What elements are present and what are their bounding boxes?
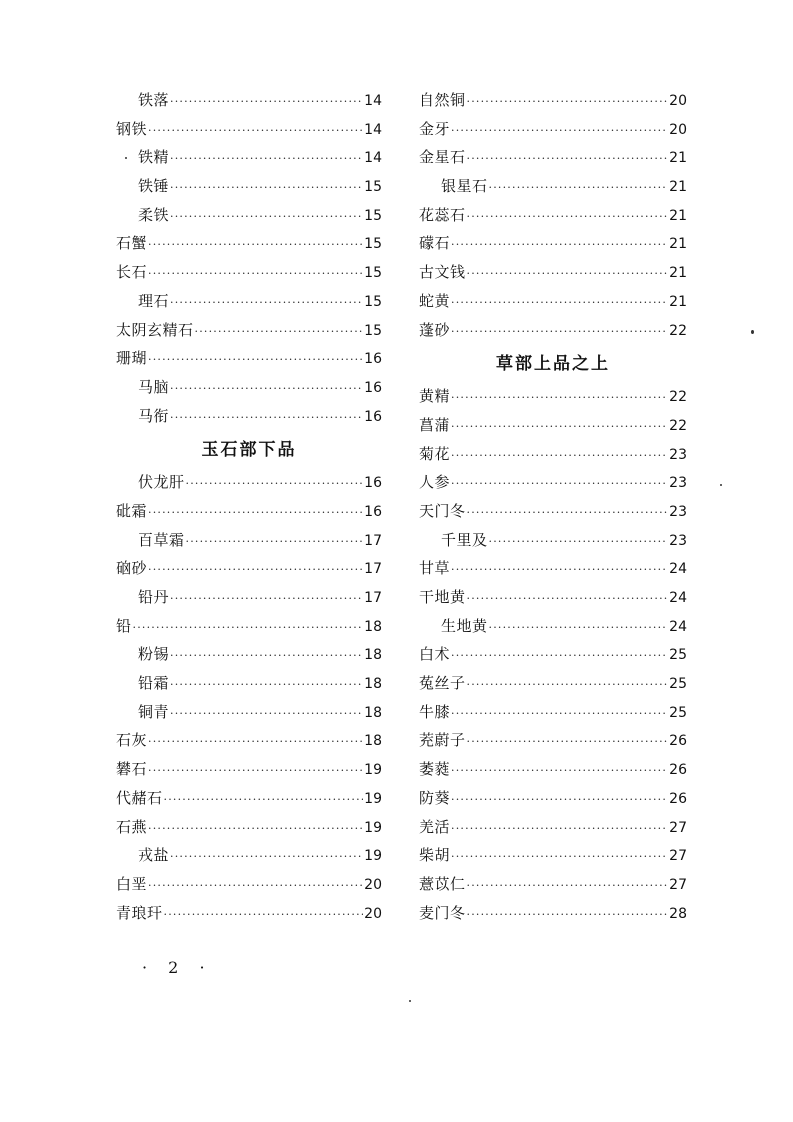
toc-dot-leader: [451, 642, 668, 671]
toc-entry-page: 22: [669, 389, 687, 406]
toc-entry-page: 15: [364, 322, 382, 339]
toc-entry-title: 金星石: [419, 148, 466, 167]
toc-entry-title: 青琅玕: [116, 903, 163, 922]
toc-entry-title: 牛膝: [419, 702, 451, 721]
toc-column-right: [419, 86, 687, 927]
toc-dot-leader: [170, 88, 363, 117]
toc-column-left: [116, 86, 382, 927]
toc-entry-page: 18: [364, 647, 382, 664]
toc-entry-page: 15: [364, 236, 382, 253]
toc-entry: [116, 813, 382, 842]
toc-entry-page: 19: [364, 819, 382, 836]
toc-entry: [419, 440, 687, 469]
toc-dot-leader: [170, 642, 363, 671]
toc-entry: [419, 497, 687, 526]
section-heading: 草部上品之上: [496, 354, 610, 375]
toc-entry: [116, 201, 382, 230]
toc-entry-page: 22: [669, 322, 687, 339]
toc-entry: [116, 115, 382, 144]
toc-entry-page: 23: [669, 532, 687, 549]
toc-dot-leader: [451, 700, 668, 729]
toc-entry-title: 古文钱: [419, 263, 466, 282]
toc-entry-page: 18: [364, 618, 382, 635]
toc-entry: [116, 143, 382, 172]
toc-entry-title: 马衔: [138, 406, 170, 425]
toc-entry: [116, 402, 382, 431]
toc-dot-leader: [451, 442, 668, 471]
toc-entry: [419, 640, 687, 669]
toc-dot-leader: [489, 528, 669, 557]
toc-entry: [419, 201, 687, 230]
toc-entry-page: 16: [364, 379, 382, 396]
toc-entry: [419, 554, 687, 583]
scan-speck: [125, 157, 127, 159]
toc-entry-title: 千里及: [441, 530, 488, 549]
toc-entry: [116, 583, 382, 612]
toc-entry-page: 26: [669, 733, 687, 750]
toc-entry: [116, 526, 382, 555]
toc-dot-leader: [148, 499, 363, 528]
toc-entry: [116, 899, 382, 928]
toc-entry: [419, 841, 687, 870]
toc-group: [116, 86, 382, 430]
toc-entry-page: 16: [364, 475, 382, 492]
toc-entry-title: 理石: [138, 291, 170, 310]
toc-entry: [419, 784, 687, 813]
toc-entry-page: 17: [364, 561, 382, 578]
toc-entry-title: 麦门冬: [419, 903, 466, 922]
toc-entry: [419, 258, 687, 287]
toc-entry-title: 硇砂: [116, 559, 148, 578]
toc-dot-leader: [451, 384, 668, 413]
toc-entry-page: 21: [669, 207, 687, 224]
toc-entry: [419, 612, 687, 641]
toc-entry-page: 18: [364, 676, 382, 693]
toc-dot-leader: [451, 413, 668, 442]
toc-entry: [419, 526, 687, 555]
toc-dot-leader: [467, 260, 669, 289]
toc-dot-leader: [186, 470, 364, 499]
toc-entry-page: 21: [669, 179, 687, 196]
toc-entry-title: 柴胡: [419, 846, 451, 865]
toc-entry: [419, 468, 687, 497]
toc-entry-page: 27: [669, 848, 687, 865]
toc-dot-leader: [451, 757, 668, 786]
toc-entry-page: 16: [364, 408, 382, 425]
toc-entry: [419, 899, 687, 928]
toc-dot-leader: [148, 117, 363, 146]
toc-entry: [116, 841, 382, 870]
toc-entry-title: 菖蒲: [419, 415, 451, 434]
section-heading: 玉石部下品: [201, 440, 297, 461]
toc-entry-page: 25: [669, 647, 687, 664]
toc-dot-leader: [489, 174, 669, 203]
toc-entry: [419, 172, 687, 201]
toc-entry: [419, 382, 687, 411]
toc-entry-title: 礬石: [116, 760, 148, 779]
toc-dot-leader: [148, 815, 363, 844]
toc-dot-leader: [467, 88, 669, 117]
toc-entry-page: 20: [669, 93, 687, 109]
toc-entry-title: 干地黄: [419, 588, 466, 606]
toc-entry-page: 26: [669, 790, 687, 807]
toc-entry-page: 25: [669, 704, 687, 721]
scan-speck: [751, 330, 754, 334]
toc-dot-leader: [451, 470, 668, 499]
toc-entry-title: 金牙: [419, 119, 451, 138]
toc-entry-page: 15: [364, 179, 382, 196]
toc-entry: [116, 258, 382, 287]
toc-entry-title: 铅丹: [138, 588, 170, 606]
toc-entry-title: 代赭石: [116, 788, 163, 807]
toc-entry-title: 薏苡仁: [419, 874, 466, 893]
toc-entry-title: 白术: [419, 645, 451, 664]
toc-entry-title: 礞石: [419, 234, 451, 253]
toc-dot-leader: [170, 375, 363, 404]
toc-entry-page: 24: [669, 561, 687, 578]
toc-entry-title: 铅: [116, 616, 132, 635]
toc-entry-page: 18: [364, 704, 382, 721]
toc-entry: [116, 554, 382, 583]
toc-entry-title: 石蟹: [116, 234, 148, 253]
toc-entry: [116, 287, 382, 316]
toc-dot-leader: [467, 728, 669, 757]
toc-entry-page: 17: [364, 532, 382, 549]
toc-dot-leader: [489, 614, 669, 643]
toc-entry-page: 23: [669, 446, 687, 463]
toc-dot-leader: [148, 260, 363, 289]
toc-entry: [116, 373, 382, 402]
toc-entry-page: 25: [669, 676, 687, 693]
toc-dot-leader: [467, 872, 669, 901]
toc-entry-title: 花蕊石: [419, 205, 466, 224]
toc-dot-leader: [186, 528, 364, 557]
toc-dot-leader: [451, 786, 668, 815]
toc-entry-page: 22: [669, 417, 687, 434]
toc-dot-leader: [451, 815, 668, 844]
toc-entry-title: 茺蔚子: [419, 731, 466, 750]
toc-entry-page: 27: [669, 819, 687, 836]
toc-dot-leader: [467, 671, 669, 700]
toc-dot-leader: [451, 843, 668, 872]
toc-entry-title: 菊花: [419, 444, 451, 463]
toc-entry-title: 铁落: [138, 91, 170, 109]
toc-dot-leader: [148, 346, 363, 375]
toc-entry-page: 14: [364, 150, 382, 167]
toc-entry-title: 伏龙肝: [138, 473, 185, 492]
toc-group: [116, 468, 382, 927]
toc-entry-page: 14: [364, 93, 382, 109]
toc-entry: [116, 698, 382, 727]
toc-entry-page: 19: [364, 762, 382, 779]
toc-entry-title: 生地黄: [441, 616, 488, 635]
toc-entry-title: 银星石: [441, 177, 488, 196]
toc-dot-leader: [170, 145, 363, 174]
toc-entry-title: 甘草: [419, 559, 451, 578]
toc-entry: [116, 468, 382, 497]
toc-entry: [419, 143, 687, 172]
toc-entry: [116, 612, 382, 641]
toc-entry-title: 马脑: [138, 377, 170, 396]
toc-entry: [419, 755, 687, 784]
toc-entry-page: 15: [364, 265, 382, 282]
toc-entry: [419, 86, 687, 115]
toc-entry: [116, 784, 382, 813]
toc-entry: [116, 726, 382, 755]
toc-entry-title: 蛇黄: [419, 291, 451, 310]
toc-dot-leader: [170, 174, 363, 203]
toc-entry-page: 20: [364, 876, 382, 893]
toc-entry-page: 17: [364, 590, 382, 606]
toc-entry-page: 24: [669, 590, 687, 606]
toc-group: [419, 86, 687, 344]
toc-entry-title: 戎盐: [138, 846, 170, 865]
toc-entry-title: 防葵: [419, 788, 451, 807]
toc-entry-title: 太阴玄精石: [116, 320, 194, 339]
toc-dot-leader: [170, 289, 363, 318]
toc-entry: [419, 813, 687, 842]
toc-entry-page: 19: [364, 790, 382, 807]
toc-entry-page: 21: [669, 265, 687, 282]
toc-entry-title: 人参: [419, 473, 451, 492]
toc-entry: [419, 669, 687, 698]
toc-entry-page: 15: [364, 207, 382, 224]
toc-entry: [419, 583, 687, 612]
toc-entry-page: 15: [364, 293, 382, 310]
toc-entry: [116, 870, 382, 899]
toc-entry: [419, 870, 687, 899]
toc-entry-title: 柔铁: [138, 205, 170, 224]
toc-dot-leader: [451, 556, 668, 585]
toc-entry-title: 砒霜: [116, 501, 148, 520]
toc-entry: [419, 726, 687, 755]
toc-entry-title: 天门冬: [419, 501, 466, 520]
toc-entry-title: 萎蕤: [419, 760, 451, 779]
toc-dot-leader: [164, 786, 364, 815]
toc-dot-leader: [148, 728, 363, 757]
toc-dot-leader: [148, 231, 363, 260]
toc-entry-title: 粉锡: [138, 645, 170, 664]
toc-dot-leader: [170, 203, 363, 232]
toc-entry-title: 百草霜: [138, 530, 185, 549]
toc-dot-leader: [148, 757, 363, 786]
toc-entry-page: 23: [669, 475, 687, 492]
toc-entry: [116, 86, 382, 115]
page-number: · 2 ·: [142, 958, 213, 977]
toc-entry-page: 19: [364, 848, 382, 865]
toc-entry: [419, 115, 687, 144]
toc-dot-leader: [164, 901, 364, 930]
toc-entry-page: 14: [364, 121, 382, 138]
toc-entry-title: 珊瑚: [116, 349, 148, 368]
toc-entry: [419, 229, 687, 258]
toc-entry-title: 铅霜: [138, 674, 170, 693]
toc-dot-leader: [451, 231, 668, 260]
toc-entry-title: 铜青: [138, 702, 170, 721]
toc-entry: [116, 640, 382, 669]
toc-entry-title: 羌活: [419, 817, 451, 836]
toc-entry-page: 21: [669, 293, 687, 310]
toc-entry: [116, 229, 382, 258]
toc-entry-page: 21: [669, 150, 687, 167]
toc-entry-page: 21: [669, 236, 687, 253]
scan-speck: [720, 484, 722, 486]
toc-entry-title: 铁精: [138, 148, 170, 167]
toc-entry-title: 黄精: [419, 387, 451, 406]
toc-entry-title: 铁锤: [138, 177, 170, 196]
toc-entry-title: 钢铁: [116, 119, 148, 138]
toc-entry-page: 16: [364, 503, 382, 520]
toc-dot-leader: [148, 556, 363, 585]
toc-dot-leader: [133, 614, 364, 643]
toc-entry: [116, 316, 382, 345]
toc-dot-leader: [467, 145, 669, 174]
toc-dot-leader: [170, 404, 363, 433]
toc-entry: [419, 411, 687, 440]
toc-dot-leader: [467, 585, 669, 614]
toc-entry-title: 蓬砂: [419, 320, 451, 339]
toc-dot-leader: [467, 901, 669, 930]
toc-dot-leader: [467, 499, 669, 528]
toc-entry: [116, 344, 382, 373]
toc-dot-leader: [170, 585, 363, 614]
toc-group: [419, 382, 687, 927]
toc-entry-title: 长石: [116, 263, 148, 282]
toc-dot-leader: [451, 117, 668, 146]
toc-entry-page: 26: [669, 762, 687, 779]
toc-dot-leader: [170, 843, 363, 872]
toc-dot-leader: [195, 318, 364, 347]
toc-entry: [419, 698, 687, 727]
toc-entry: [116, 172, 382, 201]
toc-dot-leader: [148, 872, 363, 901]
toc-entry-title: 石灰: [116, 731, 148, 750]
toc-entry: [419, 316, 687, 345]
toc-entry-title: 白垩: [116, 874, 148, 893]
toc-entry-page: 18: [364, 733, 382, 750]
toc-entry: [116, 497, 382, 526]
toc-entry-page: 28: [669, 905, 687, 922]
toc-dot-leader: [170, 700, 363, 729]
toc-entry-title: 菟丝子: [419, 674, 466, 693]
toc-dot-leader: [451, 318, 668, 347]
scan-speck: [409, 1000, 411, 1002]
toc-entry: [419, 287, 687, 316]
toc-dot-leader: [467, 203, 669, 232]
toc-entry: [116, 669, 382, 698]
toc-entry-page: 20: [364, 905, 382, 922]
toc-dot-leader: [451, 289, 668, 318]
toc-entry-title: 自然铜: [419, 91, 466, 109]
toc-entry-page: 20: [669, 121, 687, 138]
toc-entry-title: 石燕: [116, 817, 148, 836]
toc-entry-page: 27: [669, 876, 687, 893]
toc-entry-page: 23: [669, 503, 687, 520]
toc-entry-page: 24: [669, 618, 687, 635]
toc-entry: [116, 755, 382, 784]
toc-dot-leader: [170, 671, 363, 700]
toc-entry-page: 16: [364, 351, 382, 368]
